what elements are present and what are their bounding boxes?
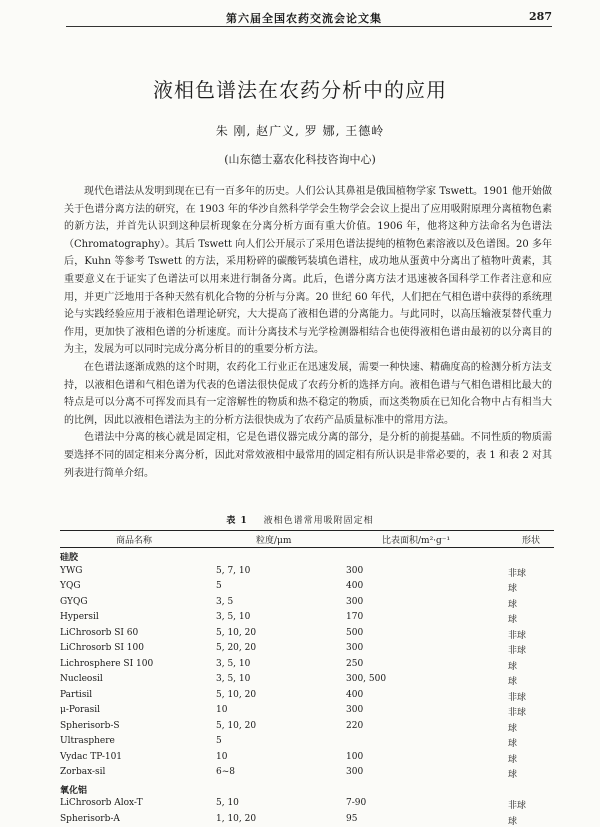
table-cell: YWG [60, 566, 82, 576]
table-row [60, 610, 554, 626]
table-cell: LiChrosorb Alox-T [60, 798, 143, 808]
journal-title: 第六届全国农药交流会论文集 [226, 10, 382, 26]
table-cell: 300 [346, 705, 363, 715]
table-cell: Lichrosphere SI 100 [60, 659, 153, 669]
column-header: 商品名称 [116, 533, 152, 546]
table-body [60, 548, 554, 827]
table-group-row [60, 548, 554, 564]
table-row [60, 796, 554, 812]
table-cell: 10 [216, 752, 227, 762]
table-cell: Vydac TP-101 [60, 752, 122, 762]
table-cell: Hypersil [60, 612, 99, 622]
article-title: 液相色谱法在农药分析中的应用 [0, 74, 600, 103]
table-cell: 3, 5, 10 [216, 612, 250, 622]
table-cell: 非球 [508, 705, 526, 718]
paragraph: 色谱法中分离的核心就是固定相，它是色谱仪器完成分离的部分，是分析的前提基础。不同性质的物质需要选择不同的固定相来分离分析，因此对常效液相中最常用的固定相有所认识是非常必要的，表 1 和表 2 对其列表进行简单介绍。 [64, 429, 552, 482]
table-cell: 3, 5 [216, 597, 233, 607]
table-cell: 非球 [508, 566, 526, 579]
table-row [60, 719, 554, 735]
table-cell: Nucleosil [60, 674, 103, 684]
table-caption-text: 液相色谱常用吸附固定相 [264, 516, 374, 526]
table-cell: 5, 20, 20 [216, 643, 256, 653]
table-row [60, 626, 554, 642]
table-cell: LiChrosorb SI 60 [60, 628, 138, 638]
table-cell: 球 [508, 721, 517, 734]
table-cell: 非球 [508, 643, 526, 656]
table-cell: 1, 10, 20 [216, 814, 256, 824]
table-cell: LiChrosorb SI 100 [60, 643, 144, 653]
table-cell: Partisil [60, 690, 92, 700]
table-cell: 5, 10 [216, 798, 239, 808]
table-row [60, 641, 554, 657]
table-cell: 220 [346, 721, 363, 731]
table-cell: 95 [346, 814, 357, 824]
table-cell: 5, 10, 20 [216, 628, 256, 638]
table-cell: 100 [346, 752, 363, 762]
table-cell: 500 [346, 628, 363, 638]
table-row [60, 734, 554, 750]
table-cell: 5, 10, 20 [216, 690, 256, 700]
table-row [60, 595, 554, 611]
column-header: 粒度/μm [256, 533, 291, 546]
table-row [60, 657, 554, 673]
table-cell: 5, 10, 20 [216, 721, 256, 731]
table-cell: 5 [216, 736, 222, 746]
table-row [60, 579, 554, 595]
author-list: 朱 刚, 赵广义, 罗 娜, 王德岭 [0, 122, 600, 139]
stationary-phase-table [60, 530, 554, 827]
paragraph: 现代色谱法从发明到现在已有一百多年的历史。人们公认其鼻祖是俄国植物学家 Tswett。1901 他开始做关于色谱分离方法的研究，在 1903 年的华沙自然科学学会生物学会会议上提出了应用吸附原理分离植物色素的新方法，并首先认识到这种层析现象在分离分析方面有重大价值。1906 年，他将这种方法命名为色谱法（Chromatography）。其后 Tswett 向人们公开展示了采用色谱法提纯的植物色素溶液以及色谱图。20 多年后，Kuhn 等参考 Tswett 的方法，采用粉碎的碳酸钙装填色谱柱，成功地从蛋黄中分离出了植物叶黄素，其重要意义在于证实了色谱法可以用来进行制备分离。此后，色谱分离方法才迅速被各国科学工作者注意和应用，并更广泛地用于各种天然有机化合物的分析与分离。20 世纪 60 年代，人们把在气相色谱中获得的系统理论与实践经验应用于液相色谱理论研究，大大提高了液相色谱的分离能力。与此同时，以高压输液泵替代重力作用，更加快了液相色谱的分析速度。而计分离技术与光学检测器相结合也使得液相色谱由最初的以分离目的为主，发展为可以同时完成分离分析目的的重要分析方法。 [64, 183, 552, 359]
table-row [60, 703, 554, 719]
page-number: 287 [529, 10, 552, 23]
table-cell: Zorbax-sil [60, 767, 105, 777]
group-label: 硅胶 [60, 550, 78, 563]
table-cell: 250 [346, 659, 363, 669]
table-caption [0, 513, 600, 526]
table-row [60, 688, 554, 704]
group-label: 氧化铝 [60, 783, 87, 796]
table-cell: 6~8 [216, 767, 235, 777]
table-cell: 300 [346, 767, 363, 777]
table-cell: 非球 [508, 690, 526, 703]
table-cell: 球 [508, 767, 517, 780]
table-header-row [60, 531, 554, 548]
table-cell: 球 [508, 752, 517, 765]
table-cell: Spherisorb-A [60, 814, 120, 824]
table-cell: 10 [216, 705, 227, 715]
table-cell: 球 [508, 612, 517, 625]
table-cell: Ultrasphere [60, 736, 115, 746]
table-cell: 400 [346, 581, 363, 591]
table-cell: 400 [346, 690, 363, 700]
table-cell: 非球 [508, 628, 526, 641]
running-header [66, 10, 552, 27]
affiliation: (山东德士嘉农化科技咨询中心) [0, 151, 600, 167]
table-cell: 300 [346, 566, 363, 576]
table-cell: YQG [60, 581, 81, 591]
table-cell: 170 [346, 612, 363, 622]
table-group-row [60, 781, 554, 797]
table-cell: 球 [508, 581, 517, 594]
table-cell: 球 [508, 814, 517, 827]
table-cell: 球 [508, 736, 517, 749]
table-cell: 3, 5, 10 [216, 659, 250, 669]
paragraph: 在色谱法逐渐成熟的这个时期，农药化工行业正在迅速发展，需要一种快速、精确度高的检测分析方法支持，以液相色谱和气相色谱为代表的色谱法很快促成了农药分析的选择方向。液相色谱与气相色谱相比最大的特点是可以分离不可挥发而具有一定溶解性的物质和热不稳定的物质，而这类物质在已知化合物中占有相当大的比例，因此以液相色谱法为主的分析方法很快成为了农药产品质量标准中的常用方法。 [64, 359, 552, 429]
table-cell: 5 [216, 581, 222, 591]
table-cell: GYQG [60, 597, 88, 607]
table-row [60, 765, 554, 781]
table-cell: Spherisorb-S [60, 721, 120, 731]
table-row [60, 564, 554, 580]
table-number: 表 1 [226, 516, 247, 526]
table-cell: 球 [508, 597, 517, 610]
table-cell: 7-90 [346, 798, 366, 808]
column-header: 形状 [522, 533, 540, 546]
table-cell: 5, 7, 10 [216, 566, 250, 576]
table-row [60, 672, 554, 688]
article-body [64, 183, 552, 482]
table-cell: 球 [508, 659, 517, 672]
table-cell: 球 [508, 674, 517, 687]
table-row [60, 750, 554, 766]
table-cell: 3, 5, 10 [216, 674, 250, 684]
table-cell: 300, 500 [346, 674, 386, 684]
table-cell: 非球 [508, 798, 526, 811]
table-cell: 300 [346, 597, 363, 607]
column-header: 比表面积/m²·g⁻¹ [382, 533, 450, 546]
table-row [60, 812, 554, 827]
table-cell: 300 [346, 643, 363, 653]
table-cell: μ-Porasil [60, 705, 100, 715]
